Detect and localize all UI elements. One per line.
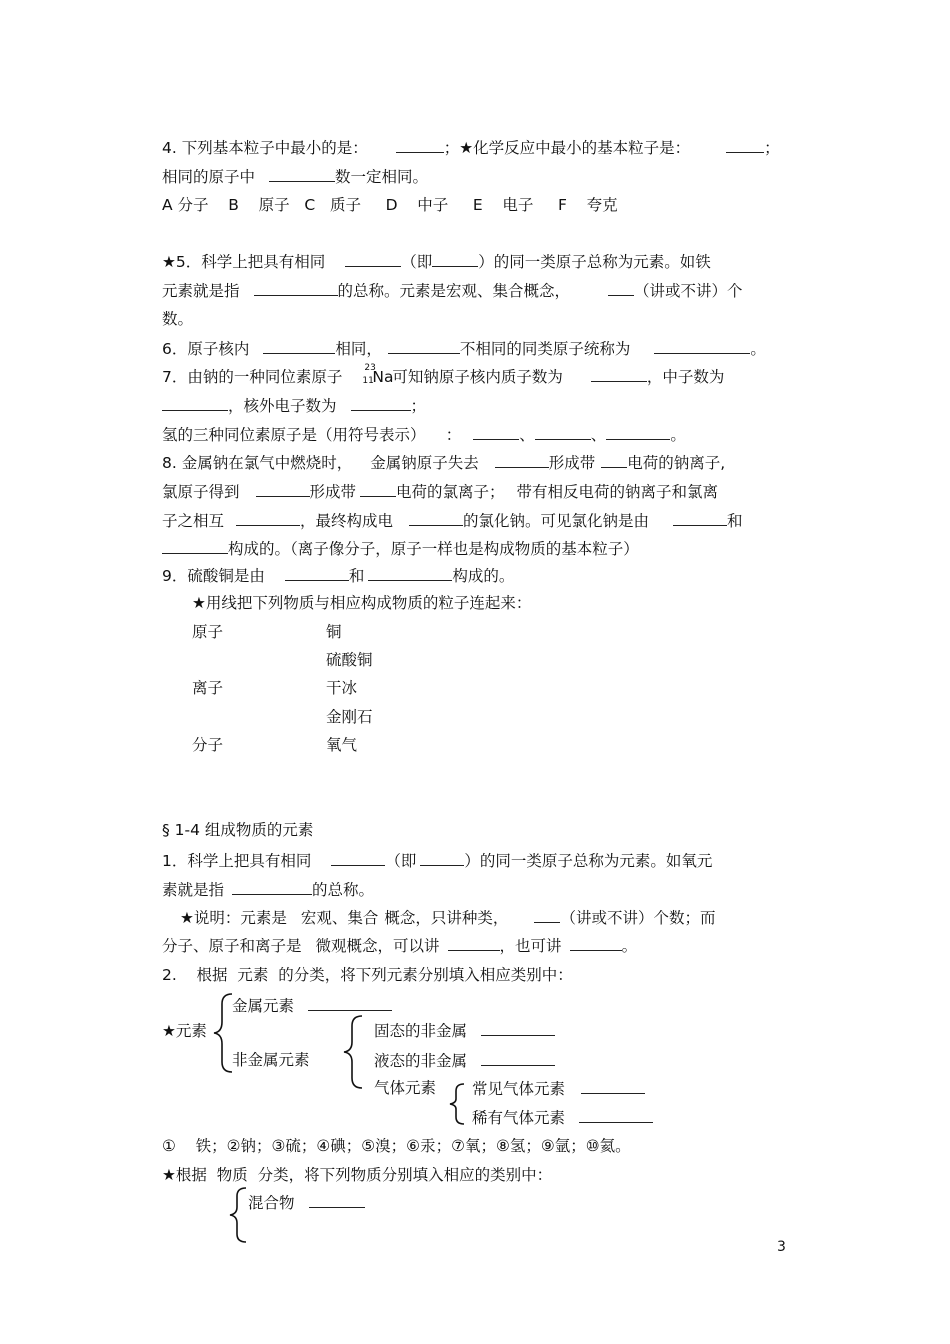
- tree-gas: 气体元素: [374, 1079, 437, 1097]
- blank[interactable]: [236, 510, 300, 526]
- s-q1-line1: 1．科学上把具有相同 （即 ）的同一类原子总称为元素。如氧元: [162, 852, 713, 870]
- blank[interactable]: [481, 1050, 555, 1066]
- blank[interactable]: [726, 137, 764, 153]
- q8-line1: 8. 金属钠在氯气中燃烧时， 金属钠原子失去 形成带 电荷的钠离子,: [162, 454, 726, 472]
- s-note-line2: 分子、原子和离子是 微观概念，可以讲 ，也可讲 。: [162, 937, 638, 955]
- s-q1-line2: 素就是指 的总称。: [162, 881, 375, 899]
- match-left-item[interactable]: 分子: [192, 736, 224, 754]
- tree-metal: 金属元素: [232, 995, 392, 1016]
- match-right-item[interactable]: 硫酸铜: [326, 651, 373, 669]
- blank[interactable]: [673, 510, 727, 526]
- q4-line2: 相同的原子中 数一定相同。: [162, 168, 429, 186]
- blank[interactable]: [601, 452, 627, 468]
- q9-matching-instruction: ★用线把下列物质与相应构成物质的粒子连起来：: [192, 594, 532, 612]
- match-right-item[interactable]: 金刚石: [326, 708, 373, 726]
- q8-line4: 构成的。（离子像分子，原子一样也是构成物质的基本粒子）: [162, 538, 639, 559]
- q6-line: 6．原子核内 相同， 不相同的同类原子统称为 。: [162, 340, 766, 358]
- match-left-item[interactable]: 离子: [192, 679, 224, 697]
- q5-line1: ★5．科学上把具有相同 （即 ）的同一类原子总称为元素。如铁: [162, 253, 711, 271]
- blank[interactable]: [534, 907, 560, 923]
- tree-nonmetal: 非金属元素: [232, 1051, 310, 1069]
- blank[interactable]: [345, 251, 401, 267]
- match-right-item[interactable]: 铜: [326, 623, 342, 641]
- match-right-item[interactable]: 干冰: [326, 679, 358, 697]
- blank[interactable]: [396, 137, 444, 153]
- tree-solid: 固态的非金属: [374, 1020, 555, 1041]
- blank[interactable]: [309, 1192, 365, 1208]
- blank[interactable]: [581, 1078, 645, 1094]
- blank[interactable]: [308, 995, 392, 1011]
- q7-line3: 氢的三种同位素原子是（用符号表示） ： 、 、 。: [162, 426, 686, 444]
- blank[interactable]: [256, 481, 310, 497]
- element-list: ① 铁；②钠；③硫；④碘；⑤溴；⑥汞；⑦氧；⑧氢；⑨氩；⑩氦。: [162, 1137, 631, 1155]
- q9-line: 9．硫酸铜是由 和 构成的。: [162, 567, 515, 585]
- tree-liquid: 液态的非金属: [374, 1050, 555, 1071]
- blank[interactable]: [388, 338, 460, 354]
- tree-root: ★元素: [162, 1022, 207, 1040]
- blank[interactable]: [608, 280, 634, 296]
- nuclide-notation: 23 11 Na: [362, 363, 394, 386]
- q4-options: A 分子 B 原子 C 质子 D 中子 E 电子 F 夸克: [162, 196, 618, 214]
- q5-line2: 元素就是指 的总称。元素是宏观、集合概念， （讲或不讲）个: [162, 282, 743, 300]
- blank[interactable]: [420, 850, 464, 866]
- q5-line3: 数。: [162, 310, 194, 328]
- blank[interactable]: [351, 395, 411, 411]
- s-q3: ★根据 物质 分类，将下列物质分别填入相应的类别中：: [162, 1166, 553, 1184]
- blank[interactable]: [360, 481, 396, 497]
- blank[interactable]: [232, 879, 312, 895]
- blank[interactable]: [570, 935, 622, 951]
- blank[interactable]: [591, 366, 647, 382]
- blank[interactable]: [269, 166, 335, 182]
- blank[interactable]: [254, 280, 338, 296]
- section-title: § 1-4 组成物质的元素: [162, 821, 314, 839]
- blank[interactable]: [409, 510, 463, 526]
- blank[interactable]: [495, 452, 549, 468]
- s-note-line1: ★说明：元素是 宏观、集合 概念，只讲种类， （讲或不讲）个数；而: [180, 909, 716, 927]
- q4-line1: 4. 下列基本粒子中最小的是： ；★化学反应中最小的基本粒子是： ；: [162, 139, 780, 157]
- blank[interactable]: [432, 251, 478, 267]
- page-number: 3: [777, 1239, 786, 1255]
- blank[interactable]: [654, 338, 750, 354]
- s-q2: 2. 根据 元素 的分类，将下列元素分别填入相应类别中：: [162, 966, 573, 984]
- blank[interactable]: [331, 850, 385, 866]
- blank[interactable]: [481, 1020, 555, 1036]
- tree-noble-gas: 稀有气体元素: [472, 1107, 653, 1128]
- blank[interactable]: [368, 565, 452, 581]
- blank[interactable]: [535, 424, 591, 440]
- q8-line3: 子之相互 ，最终构成电 的氯化钠。可见氯化钠是由 和: [162, 512, 743, 530]
- mixture-row: 混合物: [248, 1192, 365, 1213]
- blank[interactable]: [162, 538, 228, 554]
- blank[interactable]: [473, 424, 519, 440]
- match-right-item[interactable]: 氧气: [326, 736, 358, 754]
- blank[interactable]: [263, 338, 335, 354]
- blank[interactable]: [285, 565, 349, 581]
- match-left-item[interactable]: 原子: [192, 623, 224, 641]
- brace-icon: [340, 1014, 370, 1090]
- tree-common-gas: 常见气体元素: [472, 1078, 645, 1099]
- q8-line2: 氯原子得到 形成带 电荷的氯离子； 带有相反电荷的钠离子和氯离: [162, 483, 719, 501]
- brace-icon: [446, 1082, 468, 1126]
- blank[interactable]: [606, 424, 670, 440]
- blank[interactable]: [579, 1107, 653, 1123]
- blank[interactable]: [162, 395, 228, 411]
- q7-line2: ，核外电子数为 ；: [162, 395, 426, 416]
- q7-line1: 7．由钠的一种同位素原子 23 11 Na可知钠原子核内质子数为 ，中子数为: [162, 363, 725, 386]
- blank[interactable]: [448, 935, 500, 951]
